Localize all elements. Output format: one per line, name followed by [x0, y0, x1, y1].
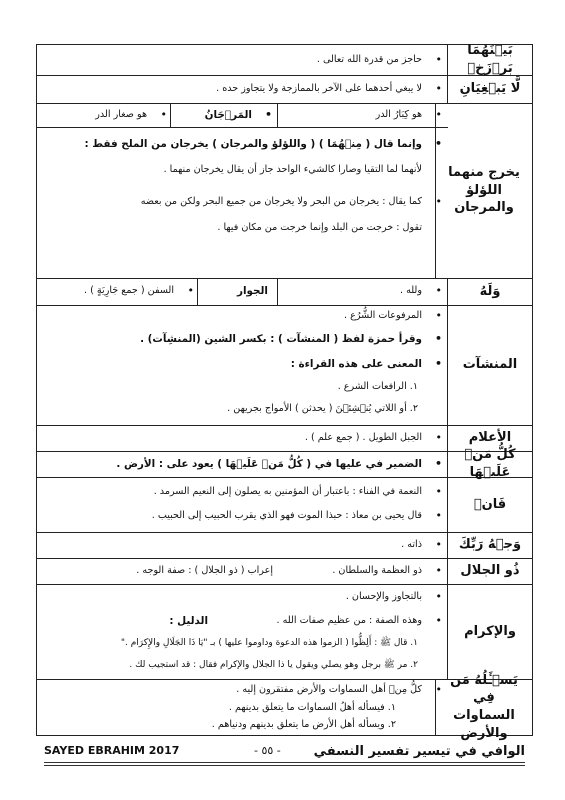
list-item: • المعنى على هذه القراءة :	[43, 357, 440, 371]
row-heading: يخرج منهما اللؤلؤ والمرجان	[435, 103, 532, 278]
row-heading: لَّا يَبۡغِيَانِ	[447, 75, 532, 103]
row-body	[37, 75, 448, 103]
list-item: ١. فيسأله أهلُ السماوات ما يتعلق بدينهم .	[228, 702, 396, 713]
list-item: • ذاته .	[43, 538, 440, 552]
cell-text: • السفن ( جمع جَارِيَةٍ ) .	[41, 284, 192, 298]
book-title: الوافي في تيسير تفسير النسفي	[313, 744, 525, 759]
row-body	[37, 305, 448, 425]
cell-text: • هو كِبَارُ الدر	[282, 108, 440, 122]
author-label: SAYED EBRAHIM 2017	[44, 744, 180, 757]
cell-text: الجوار	[236, 285, 268, 297]
list-item: • بالتجاوز والإحسان .	[43, 590, 440, 604]
row-body	[37, 679, 448, 735]
row-heading: بَيۡنَهُمَا بَرۡزَخٞ	[447, 45, 532, 75]
row-heading: ذُو الجلال	[447, 558, 532, 584]
list-item: ٢. ويسأله أهل الأرض ما يتعلق بدينهم ودنياهم .	[211, 719, 396, 730]
footer-rule	[44, 762, 525, 766]
table-row	[37, 278, 532, 306]
row-heading: وَجۡهُ رَبِّكَ	[447, 532, 532, 558]
cell-text: • هو صغار الدر	[41, 108, 165, 122]
cell-text: • المَرۡجَانُ	[175, 108, 270, 122]
list-item: الدليل :	[169, 615, 208, 627]
list-item: • المرفوعات الشُّرُع .	[43, 309, 440, 323]
table-row	[37, 558, 532, 585]
row-body	[37, 278, 448, 305]
row-body	[37, 477, 448, 532]
list-item: ٢. مر ﷺ برجل وهو يصلي ويقول يا ذا الجلال والإكرام فقال : قد استجيب لك .	[129, 660, 418, 670]
list-item: ١. قال ﷺ : أَلِظُّوا ( الزموا هذه الدعوة وداوموا عليها ) بـ "يَا ذَا الجَلَالِ والإِكرَام ."	[120, 638, 418, 648]
list-item: • وهذه الصفة : من عظيم صفات الله .	[197, 614, 440, 628]
row-heading: وَلَهُ	[447, 278, 532, 305]
list-item: • الجبل الطويل . ( جمع علم ) .	[43, 431, 440, 445]
table-row	[37, 672, 532, 741]
row-heading: والإكرام	[447, 584, 532, 679]
list-item: • وقرأ حمزة لفظ ( المنشآت ) : بكسر الشين (المنشِآت) .	[43, 332, 440, 346]
row-body	[37, 103, 448, 278]
row-body	[37, 532, 448, 558]
list-item: لأنهما لما التقيا وصارا كالشيء الواحد جاز أن يقال يخرجان منهما .	[163, 164, 422, 175]
list-item: تقول : خرجت من البلد وإنما خرجت من مكان فيها .	[217, 222, 422, 233]
tafsir-table	[36, 43, 533, 741]
table-row	[37, 447, 532, 480]
sub-cells	[37, 103, 448, 128]
row-body	[37, 584, 448, 679]
table-row	[37, 45, 532, 76]
list-item: ٢. أو اللاتي يُنۡشِئۡنَ ( يحدثن ) الأمواج بجريهن .	[227, 403, 418, 414]
row-heading: الأعلام	[447, 425, 532, 451]
page-footer	[44, 744, 525, 764]
page-number: - ٥٥ -	[254, 744, 281, 757]
row-body	[37, 558, 448, 584]
list-item: • لا يبغي أحدهما على الآخر بالممازجة ولا يتجاوز حده .	[43, 82, 440, 96]
list-item: • النعمة في الفناء : باعتبار أن المؤمنين به يصلون إلى النعيم السرمد .	[43, 485, 440, 499]
table-row	[37, 75, 532, 104]
list-item: • الضمير في عليها في ( كُلُّ مَنۡ عَلَيۡهَا ) يعود على : الأرض .	[43, 457, 440, 471]
list-item: • كلُّ مِنۡ أهل السماوات والأرض مفتقرون إليه .	[43, 683, 440, 697]
row-body	[37, 425, 448, 451]
list-item: • وإنما قال ( مِنۡهُمَا ) ( واللؤلؤ والمرجان ) يخرجان من الملح فقط :	[43, 137, 440, 151]
row-body	[37, 451, 448, 477]
row-heading: المنشآت	[447, 305, 532, 425]
list-item: • كما يقال : يخرجان من البحر ولا يخرجان من جميع البحر ولكن من بعضه	[43, 195, 440, 209]
table-row	[37, 584, 532, 680]
list-item: • حاجز من قدرة الله تعالى .	[43, 53, 440, 67]
row-heading: فَانٖ	[447, 477, 532, 532]
table-row	[37, 477, 532, 533]
list-item: ١. الرافعات الشرع .	[337, 381, 418, 392]
list-item: • قال يحيى بن معاذ : حبذا الموت فهو الذي يقرب الحبيب إلى الحبيب .	[43, 509, 440, 523]
cell-text: إعراب ( ذو الجلال ) : صفة الوجه .	[136, 565, 273, 576]
cell-text: • ذو العظمة والسلطان .	[237, 564, 440, 578]
row-body	[37, 45, 448, 75]
table-row	[37, 103, 532, 279]
table-row	[37, 532, 532, 559]
row-heading: كُلُّ مَنۡ عَلَيۡهَا	[447, 451, 532, 477]
row-heading: يَسۡـَٔلُهُ مَن فِي السماوات والأرض	[435, 679, 532, 735]
cell-text: • ولله .	[282, 284, 440, 298]
table-row	[37, 305, 532, 426]
